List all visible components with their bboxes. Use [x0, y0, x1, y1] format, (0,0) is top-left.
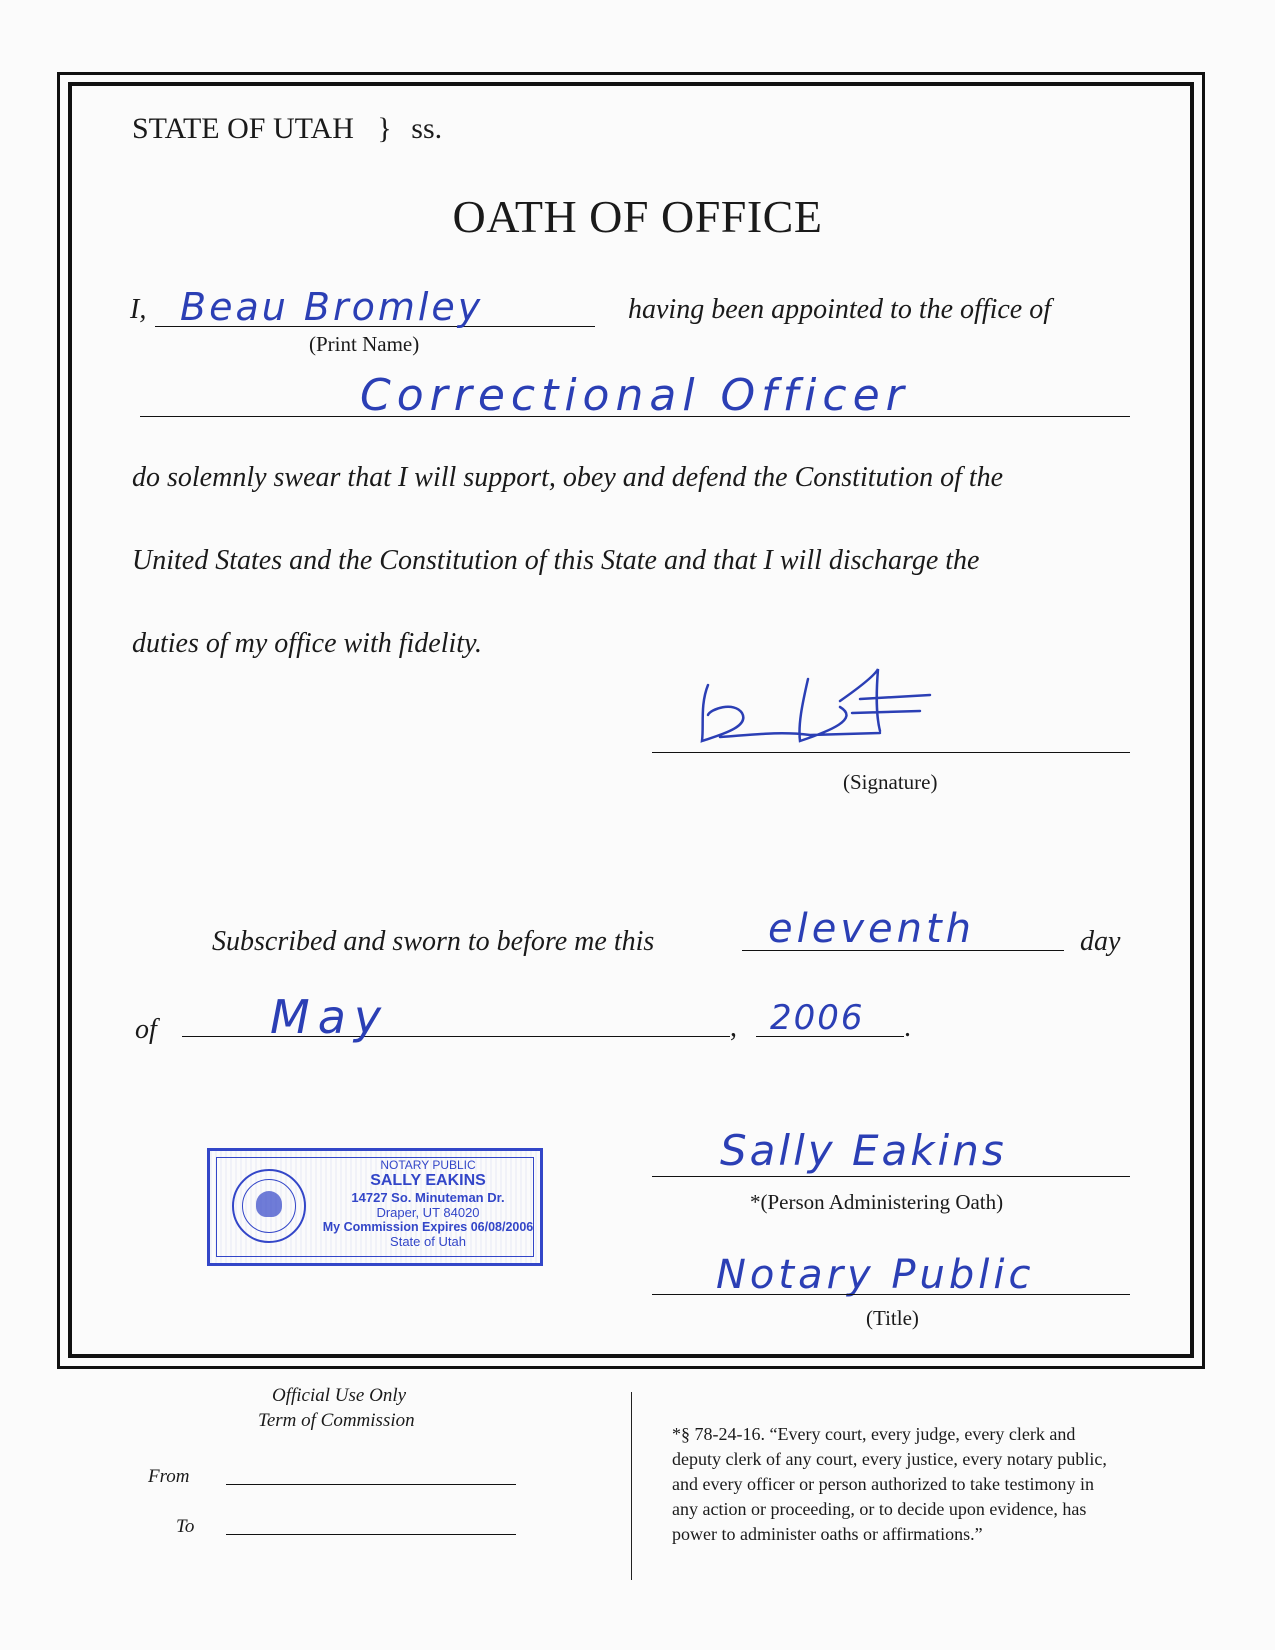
oath-body-line-3: duties of my office with fidelity. [132, 628, 482, 659]
to-label: To [176, 1516, 195, 1537]
statute-text [672, 1422, 1107, 1547]
notary-stamp [207, 1148, 543, 1266]
oath-body-line-1: do solemnly swear that I will support, obey and defend the Constitution of the [132, 462, 1004, 493]
statute-line-4: any action or proceeding, or to decide upon evidence, has [672, 1499, 1087, 1519]
officer-signature [690, 665, 940, 755]
state-heading [132, 112, 442, 146]
stamp-line-6: State of Utah [390, 1233, 466, 1249]
stamp-line-4: Draper, UT 84020 [376, 1205, 480, 1221]
stamp-line-2: SALLY EAKINS [370, 1171, 486, 1189]
stamp-line-1: NOTARY PUBLIC [380, 1158, 476, 1172]
footer-divider [631, 1392, 632, 1580]
page-title: OATH OF OFFICE [452, 191, 823, 242]
statute-line-2: deputy clerk of any court, every justice, every notary public, [672, 1449, 1107, 1469]
year-period: . [904, 1012, 911, 1043]
administrator-line [652, 1176, 1130, 1177]
print-name-value[interactable]: Beau Bromley [180, 285, 484, 329]
day-word: day [1080, 926, 1121, 957]
oath-body-line-2: United States and the Constitution of this State and that I will discharge the [132, 545, 980, 576]
from-label: From [148, 1466, 190, 1487]
to-line[interactable] [226, 1534, 516, 1535]
sworn-text: Subscribed and sworn to before me this [212, 926, 655, 957]
day-value[interactable]: eleventh [768, 906, 975, 952]
stamp-line-3: 14727 So. Minuteman Dr. [351, 1190, 505, 1206]
pronoun-label: I, [130, 294, 147, 325]
stamp-text [322, 1159, 534, 1248]
title-value[interactable]: Notary Public [716, 1252, 1035, 1298]
appointed-text: having been appointed to the office of [628, 294, 1052, 325]
print-name-caption: (Print Name) [309, 332, 420, 356]
state-name: STATE OF UTAH [132, 112, 354, 145]
from-line[interactable] [226, 1484, 516, 1485]
office-value[interactable]: Correctional Officer [360, 370, 910, 421]
signature-line [652, 752, 1130, 753]
administrator-caption: *(Person Administering Oath) [750, 1190, 1004, 1214]
title-line [652, 1294, 1130, 1295]
signature-caption: (Signature) [843, 770, 938, 794]
statute-line-1: *§ 78-24-16. “Every court, every judge, every clerk and [672, 1424, 1076, 1444]
month-line [182, 1036, 730, 1037]
month-comma: , [730, 1012, 737, 1043]
title-caption: (Title) [866, 1306, 919, 1330]
state-seal-icon [232, 1169, 306, 1243]
statute-line-3: and every officer or person authorized to take testimony in [672, 1474, 1095, 1494]
month-value[interactable]: May [270, 990, 390, 1044]
stamp-line-5: My Commission Expires 06/08/2006 [322, 1219, 534, 1234]
term-label: Term of Commission [258, 1410, 415, 1431]
of-word: of [135, 1014, 157, 1045]
statute-line-5: power to administer oaths or affirmations.” [672, 1524, 983, 1544]
year-value[interactable]: 2006 [770, 998, 865, 1038]
state-brace: } [377, 112, 392, 145]
state-ss: ss. [411, 112, 443, 145]
official-use-label: Official Use Only [272, 1385, 407, 1406]
administrator-signature: Sally Eakins [720, 1126, 1007, 1175]
